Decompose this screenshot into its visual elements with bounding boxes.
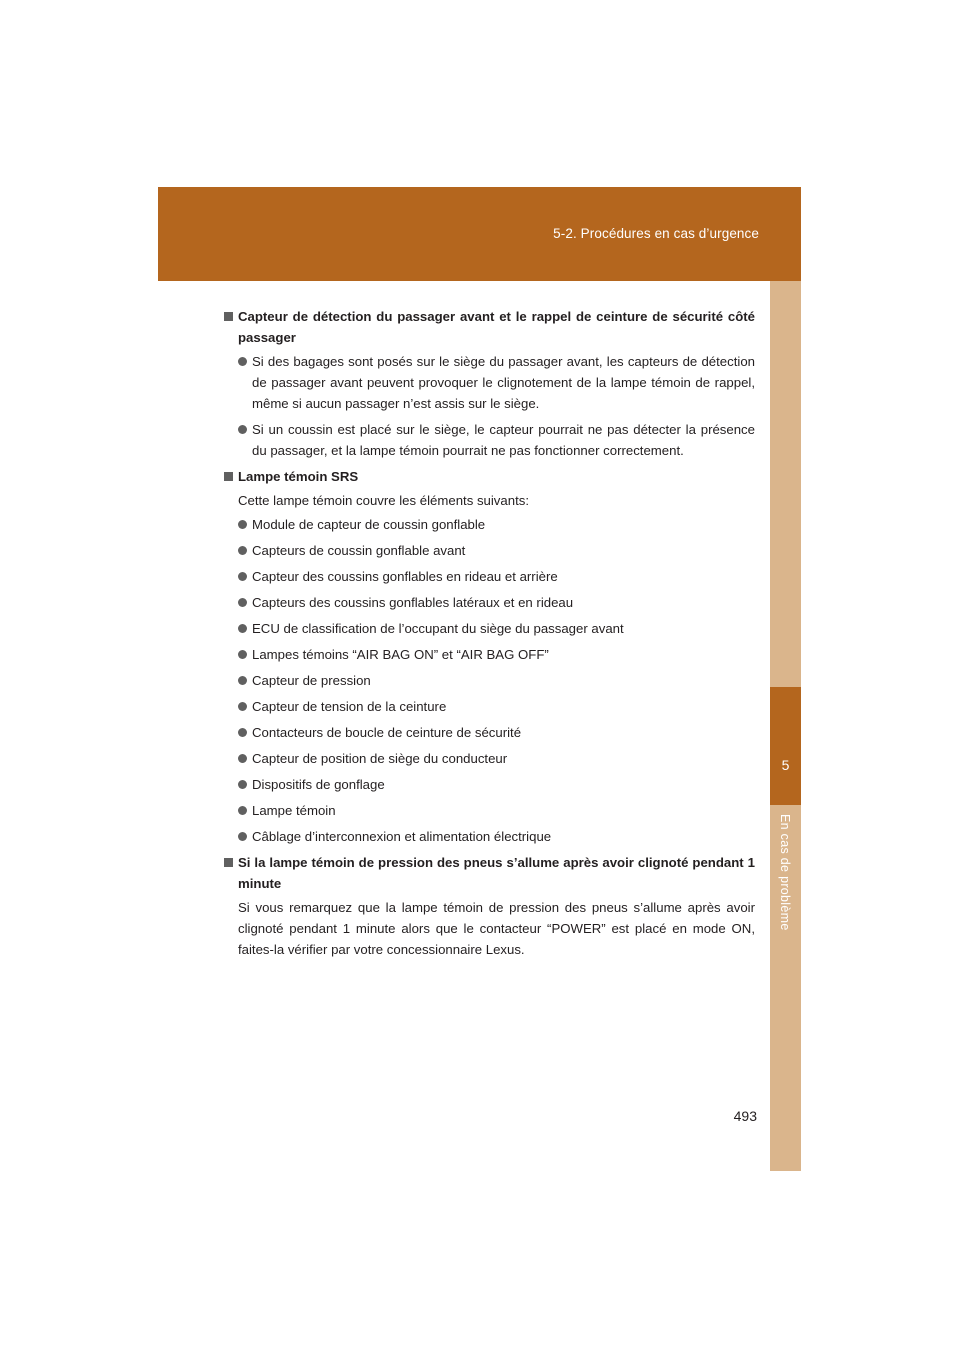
list-item: Si un coussin est placé sur le siège, le capteur pourrait ne pas détecter la présence du passager, et la lampe témoin pourrait ne pas fonctionner correctement. <box>224 419 755 461</box>
round-bullet-icon <box>238 702 247 711</box>
round-bullet-icon <box>238 520 247 529</box>
round-bullet-icon <box>238 572 247 581</box>
round-bullet-icon <box>238 676 247 685</box>
round-bullet-icon <box>238 546 247 555</box>
section-tire-pressure-light <box>224 852 755 960</box>
list-item: Dispositifs de gonflage <box>224 774 755 795</box>
section-body: Si vous remarquez que la lampe témoin de pression des pneus s’allume après avoir clignoté pendant 1 minute alors que le contacteur “POWER” est placé en mode ON, faites-la vérifier par votre concessionnaire Lexus. <box>238 900 755 957</box>
section-heading: Capteur de détection du passager avant et le rappel de ceinture de sécurité côté passager <box>224 306 755 348</box>
list-item: Module de capteur de coussin gonflable <box>224 514 755 535</box>
list-item: Contacteurs de boucle de ceinture de sécurité <box>224 722 755 743</box>
list-item: Capteur de position de siège du conducteur <box>224 748 755 769</box>
section-intro: Cette lampe témoin couvre les éléments suivants: <box>238 493 529 508</box>
square-bullet-icon <box>224 472 233 481</box>
round-bullet-icon <box>238 806 247 815</box>
round-bullet-icon <box>238 624 247 633</box>
round-bullet-icon <box>238 754 247 763</box>
side-tab <box>770 281 801 1171</box>
round-bullet-icon <box>238 650 247 659</box>
side-tab-label: En cas de problème <box>778 814 792 931</box>
round-bullet-icon <box>238 425 247 434</box>
round-bullet-icon <box>238 357 247 366</box>
side-tab-number: 5 <box>781 757 790 773</box>
list-item: Capteurs des coussins gonflables latéraux et en rideau <box>224 592 755 613</box>
round-bullet-icon <box>238 598 247 607</box>
page-content <box>224 306 755 965</box>
section-passenger-sensor <box>224 306 755 461</box>
square-bullet-icon <box>224 312 233 321</box>
list-item: Capteur de tension de la ceinture <box>224 696 755 717</box>
section-srs-warning-light <box>224 466 755 847</box>
list-item: Capteur de pression <box>224 670 755 691</box>
section-heading: Si la lampe témoin de pression des pneus s’allume après avoir clignoté pendant 1 minute <box>224 852 755 894</box>
list-item: ECU de classification de l’occupant du siège du passager avant <box>224 618 755 639</box>
page-number: 493 <box>733 1108 757 1124</box>
round-bullet-icon <box>238 832 247 841</box>
square-bullet-icon <box>224 858 233 867</box>
section-heading: Lampe témoin SRS <box>224 466 755 487</box>
list-item: Capteurs de coussin gonflable avant <box>224 540 755 561</box>
list-item: Si des bagages sont posés sur le siège du passager avant, les capteurs de détection de passager avant peuvent provoquer le clignotement de la lampe témoin de rappel, même si aucun passager n’est assis sur le siège. <box>224 351 755 414</box>
list-item: Lampes témoins “AIR BAG ON” et “AIR BAG OFF” <box>224 644 755 665</box>
chapter-title: 5-2. Procédures en cas d’urgence <box>553 226 759 241</box>
round-bullet-icon <box>238 728 247 737</box>
list-item: Câblage d’interconnexion et alimentation électrique <box>224 826 755 847</box>
list-item: Capteur des coussins gonflables en rideau et arrière <box>224 566 755 587</box>
list-item: Lampe témoin <box>224 800 755 821</box>
chapter-header <box>158 187 801 281</box>
side-tab-active-marker <box>770 687 801 805</box>
round-bullet-icon <box>238 780 247 789</box>
